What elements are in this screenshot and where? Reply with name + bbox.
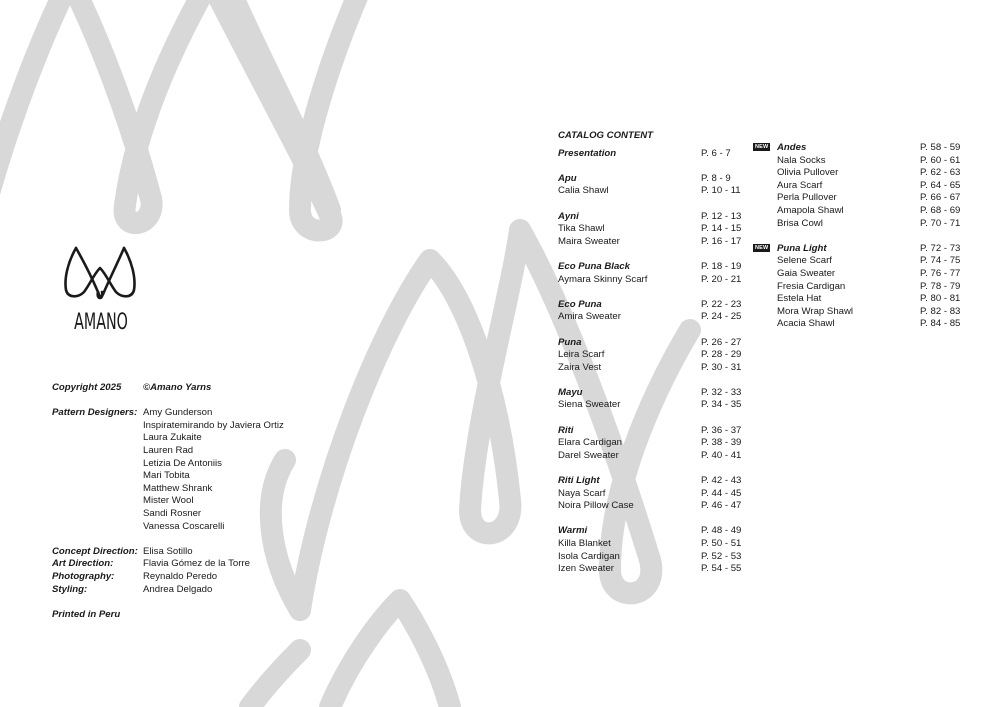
role-label: Concept Direction: [52, 545, 138, 557]
section-heading: Riti Light [558, 475, 600, 487]
item-page: P. 60 - 61 [920, 154, 961, 166]
role-value: Elisa Sotillo [143, 545, 193, 557]
section-heading: Mayu [558, 386, 583, 398]
section-header [558, 425, 743, 438]
item-name: Selene Scarf [777, 255, 832, 267]
catalog-column-2 [755, 142, 962, 331]
item-page: P. 20 - 21 [701, 273, 742, 285]
item-name: Estela Hat [777, 293, 822, 305]
designer-name: Vanessa Coscarelli [143, 520, 225, 532]
designer-name: Mister Wool [143, 495, 194, 507]
item-name: Aura Scarf [777, 179, 823, 191]
catalog-item [777, 218, 962, 231]
catalog-section [558, 425, 743, 463]
item-name: Nala Socks [777, 154, 826, 166]
section-heading: Apu [558, 172, 577, 184]
catalog-section [755, 142, 962, 230]
role-value: Andrea Delgado [143, 583, 213, 595]
item-name: Aymara Skinny Scarf [558, 273, 648, 285]
catalog-item [777, 180, 962, 193]
item-page: P. 46 - 47 [701, 500, 742, 512]
catalog-section [558, 211, 743, 249]
catalog-item [777, 306, 962, 319]
designers-row [52, 407, 352, 533]
section-header [558, 525, 743, 538]
catalog-item [558, 450, 743, 463]
catalog-item [558, 274, 743, 287]
catalog-item [777, 155, 962, 168]
catalog-item [558, 551, 743, 564]
item-name: Gaia Sweater [777, 267, 836, 279]
role-label: Art Direction: [52, 558, 114, 570]
item-name: Noira Pillow Case [558, 500, 634, 512]
item-page: P. 38 - 39 [701, 437, 742, 449]
item-name: Maira Sweater [558, 235, 620, 247]
amano-logo-mark-icon [62, 240, 140, 310]
item-name: Amira Sweater [558, 311, 621, 323]
catalog-item [558, 437, 743, 450]
catalog-item [558, 349, 743, 362]
designer-name: Laura Zukaite [143, 432, 202, 444]
amano-logo [62, 240, 140, 348]
catalog-item [777, 192, 962, 205]
section-page: P. 72 - 73 [920, 242, 961, 254]
designer-name: Inspiratemirando by Javiera Ortiz [143, 419, 284, 431]
catalog-item [777, 268, 962, 281]
section-heading: Riti [558, 424, 574, 436]
section-heading: Puna Light [777, 242, 827, 254]
catalog-item [558, 236, 743, 249]
section-header [558, 173, 743, 186]
printed-in: Printed in Peru [52, 608, 121, 620]
catalog-section [558, 387, 743, 412]
credits-block [52, 382, 352, 621]
copyright-label: Copyright 2025 [52, 382, 122, 393]
item-name: Perla Pullover [777, 192, 837, 204]
designers-list [143, 407, 284, 533]
item-name: Tika Shawl [558, 223, 605, 235]
section-heading: Presentation [558, 147, 617, 159]
item-name: Mora Wrap Shawl [777, 305, 854, 317]
designer-name: Mari Tobita [143, 470, 190, 482]
item-name: Darel Sweater [558, 449, 619, 461]
section-header [558, 299, 743, 312]
section-header [755, 242, 962, 256]
item-name: Acacia Shawl [777, 318, 835, 330]
section-heading: Ayni [558, 210, 579, 222]
section-page: P. 42 - 43 [701, 475, 742, 487]
item-name: Naya Scarf [558, 487, 606, 499]
item-page: P. 52 - 53 [701, 550, 742, 562]
item-name: Killa Blanket [558, 538, 611, 549]
amano-wordmark: AMANO [74, 310, 128, 335]
catalog-item [777, 293, 962, 306]
catalog-section [558, 173, 743, 198]
item-page: P. 74 - 75 [920, 255, 961, 267]
item-name: Calia Shawl [558, 185, 609, 197]
designer-name: Sandi Rosner [143, 507, 202, 519]
role-row [52, 584, 352, 597]
item-name: Zaira Vest [558, 361, 602, 373]
section-page: P. 18 - 19 [701, 260, 742, 272]
item-page: P. 10 - 11 [701, 185, 741, 197]
roles-list [52, 546, 352, 596]
catalog-section [755, 242, 962, 331]
item-page: P. 82 - 83 [920, 305, 961, 317]
item-page: P. 62 - 63 [920, 167, 961, 179]
catalog-item [777, 167, 962, 180]
item-name: Brisa Cowl [777, 217, 823, 229]
role-label: Photography: [52, 570, 115, 582]
section-header [558, 261, 743, 274]
section-header [755, 142, 962, 155]
catalog-section [558, 475, 743, 513]
new-badge: NEW [755, 244, 769, 251]
item-page: P. 44 - 45 [701, 487, 742, 499]
catalog-item [558, 185, 743, 198]
item-page: P. 76 - 77 [920, 267, 961, 279]
catalog-item [558, 362, 743, 375]
section-page: P. 6 - 7 [701, 147, 731, 159]
item-page: P. 14 - 15 [701, 223, 742, 235]
item-name: Amapola Shawl [777, 204, 844, 216]
item-page: P. 16 - 17 [701, 235, 742, 247]
section-header [558, 211, 743, 224]
designer-name: Amy Gunderson [143, 407, 213, 419]
section-header [558, 148, 743, 161]
designers-label: Pattern Designers: [52, 407, 138, 419]
designer-name: Letizia De Antoniis [143, 457, 222, 469]
catalog-item [558, 488, 743, 501]
catalog-item [777, 281, 962, 294]
item-name: Isola Cardigan [558, 550, 620, 562]
item-page: P. 40 - 41 [701, 449, 742, 461]
new-badge: NEW [755, 144, 769, 150]
item-page: P. 70 - 71 [920, 217, 961, 229]
item-name: Izen Sweater [558, 563, 614, 575]
section-heading: Eco Puna [558, 298, 602, 310]
section-header [558, 387, 743, 400]
section-page: P. 26 - 27 [701, 336, 742, 348]
catalog-item [777, 255, 962, 268]
section-header [558, 337, 743, 350]
copyright-row [52, 382, 352, 395]
item-name: Olivia Pullover [777, 167, 839, 179]
section-page: P. 22 - 23 [701, 298, 742, 310]
catalog-item [558, 563, 743, 576]
catalog-section [558, 525, 743, 575]
item-page: P. 54 - 55 [701, 563, 742, 575]
section-header [558, 475, 743, 488]
item-name: Fresia Cardigan [777, 280, 846, 292]
catalog-section [558, 299, 743, 324]
copyright-value: ©Amano Yarns [143, 382, 212, 393]
item-page: P. 84 - 85 [920, 318, 961, 330]
item-page: P. 24 - 25 [701, 311, 742, 323]
item-page: P. 78 - 79 [920, 280, 961, 292]
designer-name: Lauren Rad [143, 444, 194, 456]
item-page: P. 68 - 69 [920, 204, 961, 216]
section-page: P. 58 - 59 [920, 142, 961, 153]
section-page: P. 12 - 13 [701, 210, 742, 222]
catalog-section [558, 337, 743, 375]
section-page: P. 48 - 49 [701, 525, 742, 537]
designer-name: Matthew Shrank [143, 482, 213, 494]
item-page: P. 80 - 81 [920, 293, 961, 305]
catalog-title: CATALOG CONTENT [558, 130, 654, 141]
item-name: Elara Cardigan [558, 437, 622, 449]
catalog-item [558, 500, 743, 513]
role-value: Reynaldo Peredo [143, 570, 218, 582]
item-name: Leira Scarf [558, 349, 605, 361]
role-value: Flavia Gómez de la Torre [143, 558, 250, 570]
catalog-item [558, 399, 743, 412]
catalog-column-1 [558, 130, 743, 576]
catalog-section [558, 261, 743, 286]
section-heading: Puna [558, 336, 582, 348]
catalog-item [558, 223, 743, 236]
item-page: P. 64 - 65 [920, 179, 961, 191]
role-row [52, 558, 352, 571]
section-page: P. 8 - 9 [701, 172, 731, 184]
item-page: P. 30 - 31 [701, 361, 742, 373]
section-heading: Warmi [558, 525, 588, 537]
section-page: P. 36 - 37 [701, 424, 742, 436]
item-page: P. 50 - 51 [701, 538, 742, 549]
item-page: P. 28 - 29 [701, 349, 742, 361]
role-label: Styling: [52, 583, 88, 595]
section-heading: Andes [777, 142, 807, 153]
catalog-item [777, 318, 962, 331]
item-name: Siena Sweater [558, 399, 621, 411]
section-heading: Eco Puna Black [558, 260, 630, 272]
catalog-item [558, 538, 743, 551]
catalog-item [777, 205, 962, 218]
catalog-section [558, 148, 743, 161]
item-page: P. 66 - 67 [920, 192, 961, 204]
role-row [52, 546, 352, 559]
item-page: P. 34 - 35 [701, 399, 742, 411]
role-row [52, 571, 352, 584]
catalog-item [558, 311, 743, 324]
section-page: P. 32 - 33 [701, 386, 742, 398]
